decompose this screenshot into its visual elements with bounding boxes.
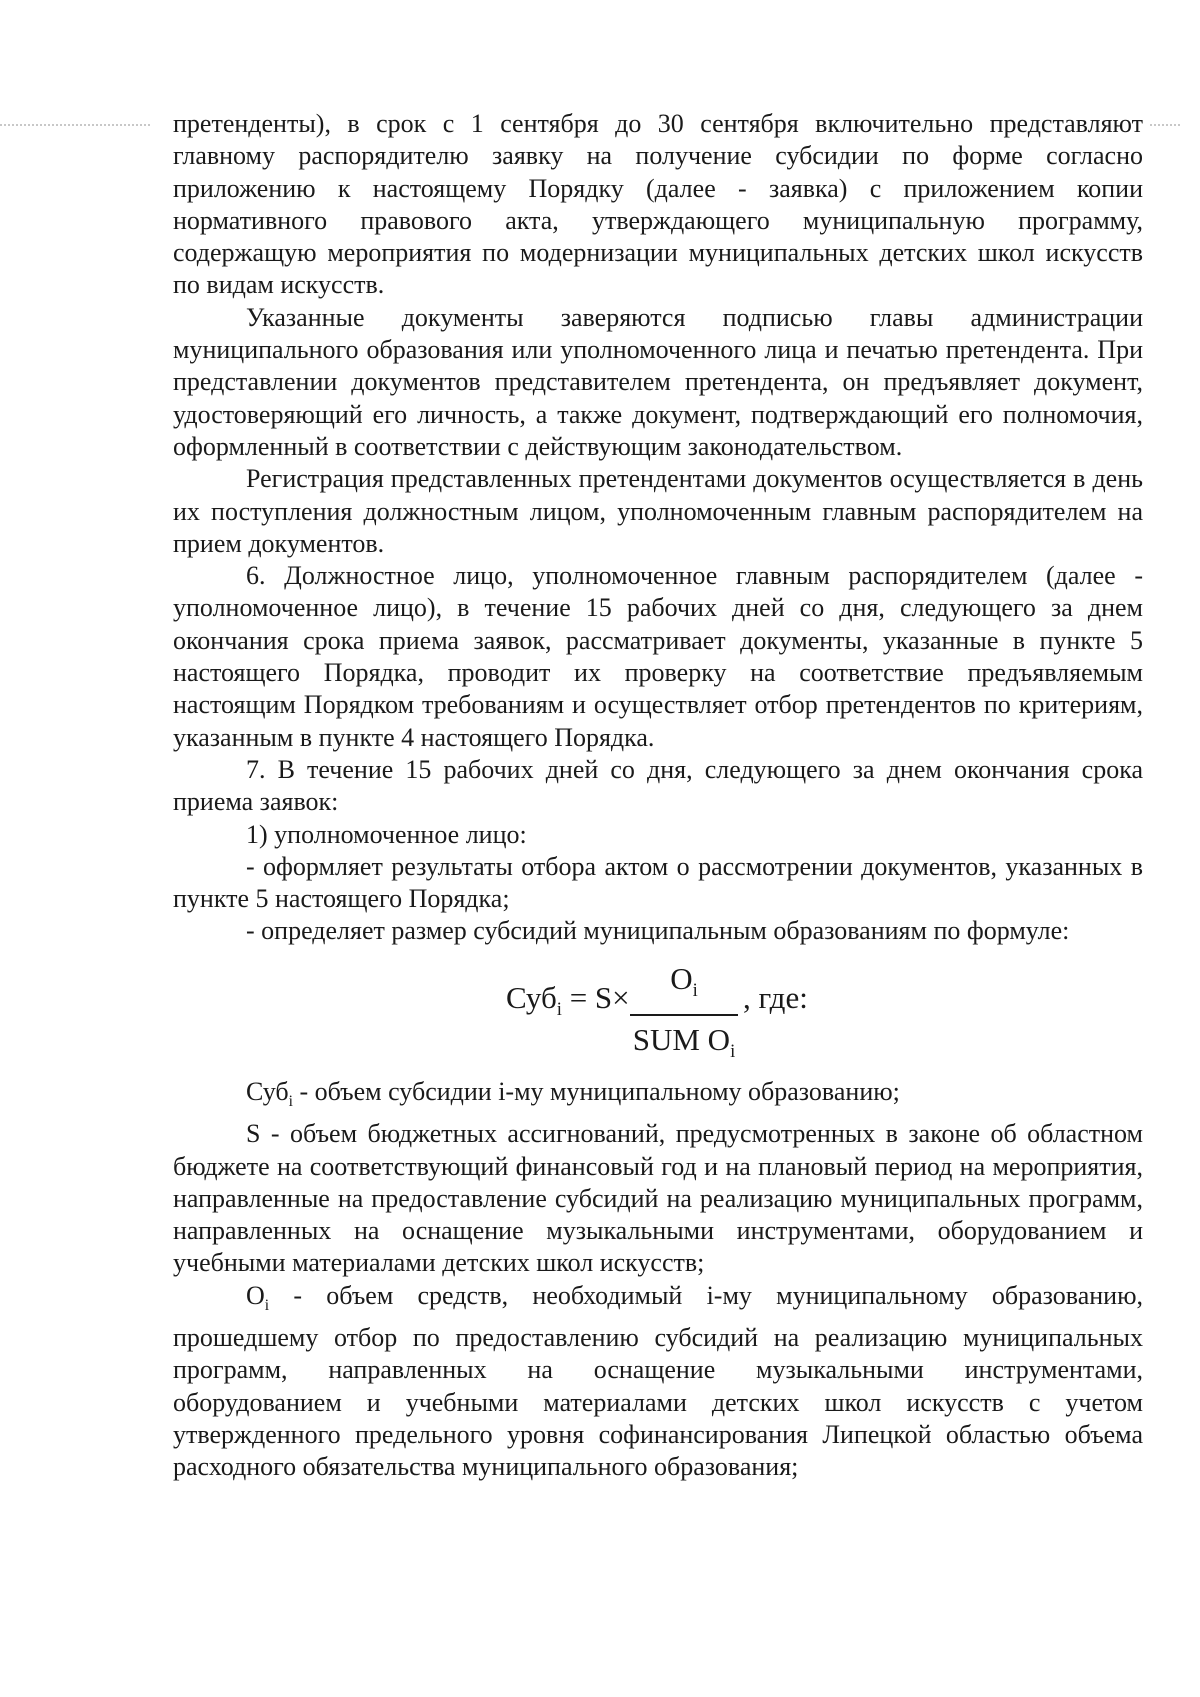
paragraph-item-7: 7. В течение 15 рабочих дней со дня, следующего за днем окончания срока приема заявок: xyxy=(173,754,1143,817)
definition-budget-allocations: S - объем бюджетных ассигнований, предусмотренных в законе об областном бюджете на соответствующий финансовый год и на плановый период на мероприятия, направленные на предоставление субсидий на реализацию муниципальных программ, направленных на оснащение музыкальными инструментами, оборудованием и учебными материалами детских школ искусств; xyxy=(173,1119,1143,1278)
paragraph-subitem-1: 1) уполномоченное лицо: xyxy=(246,819,527,849)
fraction-bar xyxy=(630,1014,738,1016)
formula-suffix: , где: xyxy=(743,979,808,1015)
definition-required-funds: $O_i$ - объем средств, необходимый i-му муниципальному образованию, прошедшему отбор по предоставлению субсидий на реализацию муниципальных программ, направленных на оснащение музыкальными инструментами, оборудованием и учебными материалами детских школ искусств с учетом утвержденного предельного уровня софинансирования Липецкой областью объема расходного обязательства муниципального образования; xyxy=(173,1280,1143,1482)
formula-lhs: Суб$_i$ = S× xyxy=(506,979,630,1020)
scan-artifact-left xyxy=(0,124,150,129)
subsidy-formula xyxy=(173,958,1143,1064)
paragraph-applicants-deadline: претенденты), в срок с 1 сентября до 30 сентября включительно представляют главному распорядителю заявку на получение субсидии по форме согласно приложению к настоящему Порядку (далее - заявка) с приложением копии нормативного правового акта, утверждающего муниципальную программу, содержащую мероприятия по модернизации муниципальных детских школ искусств по видам искусств. xyxy=(173,109,1143,300)
document-page xyxy=(173,108,1143,1484)
formula-denominator: SUM $O_i$ xyxy=(632,1021,736,1063)
definition-subsidy: Суб$_i$ - объем субсидии i-му муниципальному образованию; xyxy=(246,1076,900,1110)
paragraph-documents-certification: Указанные документы заверяются подписью главы администрации муниципального образования или уполномоченного лица и печатью претендента. При представлении документов представителем претендента, он предъявляет документ, удостоверяющий его личность, а также документ, подтверждающий его полномочия, оформленный в соответствии с действующим законодательством. xyxy=(173,302,1143,461)
paragraph-documents-registration: Регистрация представленных претендентами документов осуществляется в день их поступления должностным лицом, уполномоченным главным распорядителем на прием документов. xyxy=(173,464,1143,558)
formula-fraction xyxy=(630,958,738,1072)
paragraph-determine-subsidy: - определяет размер субсидий муниципальным образованиям по формуле: xyxy=(246,916,1070,946)
paragraph-item-6: 6. Должностное лицо, уполномоченное главным распорядителем (далее - уполномоченное лицо), в течение 15 рабочих дней со дня, следующего за днем окончания срока приема заявок, рассматривает документы, указанные в пункте 5 настоящего Порядка, проводит их проверку на соответствие предъявляемым настоящим Порядком требованиям и осуществляет отбор претендентов по критериям, указанным в пункте 4 настоящего Порядка. xyxy=(173,561,1143,752)
paragraph-formalize-results: - оформляет результаты отбора актом о рассмотрении документов, указанных в пункте 5 настоящего Порядка; xyxy=(173,851,1143,914)
formula-numerator: $O_i$ xyxy=(670,960,698,1001)
scan-artifact-right xyxy=(1150,124,1180,129)
